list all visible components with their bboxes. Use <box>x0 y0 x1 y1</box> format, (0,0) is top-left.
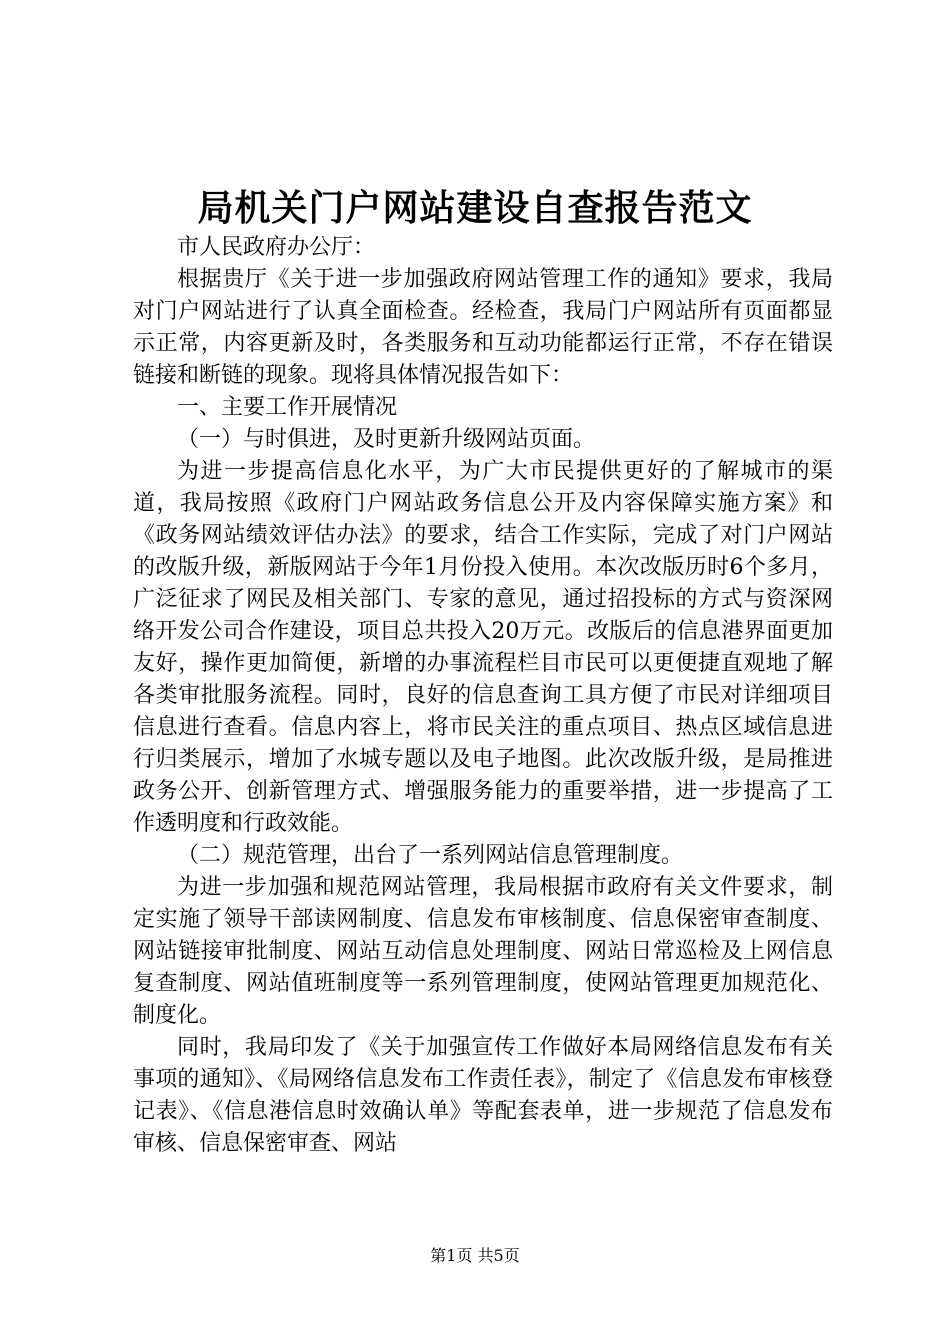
page-number-footer: 第1页 共5页 <box>430 1246 520 1265</box>
body-paragraph: 为进一步提高信息化水平，为广大市民提供更好的了解城市的渠道，我局按照《政府门户网站政务信息公开及内容保障实施方案》和《政务网站绩效评估办法》的要求，结合工作实际，完成了对门户网站的改版升级，新版网站于今年1月份投入使用。本次改版历时6个多月，广泛征求了网民及相关部门、专家的意见，通过招投标的方式与资深网络开发公司合作建设，项目总共投入20万元。改版后的信息港界面更加友好，操作更加简便，新增的办事流程栏目市民可以更便捷直观地了解各类审批服务流程。同时，良好的信息查询工具方便了市民对详细项目信息进行查看。信息内容上，将市民关注的重点项目、热点区域信息进行归类展示，增加了水城专题以及电子地图。此次改版升级，是局推进政务公开、创新管理方式、增强服务能力的重要举措，进一步提高了工作透明度和行政效能。 <box>133 459 833 836</box>
body-paragraph: 为进一步加强和规范网站管理，我局根据市政府有关文件要求，制定实施了领导干部读网制度、信息发布审核制度、信息保密审查制度、网站链接审批制度、网站互动信息处理制度、网站日常巡检及上网信息复查制度、网站值班制度等一系列管理制度，使网站管理更加规范化、制度化。 <box>133 875 833 1028</box>
salutation: 市人民政府办公厅： <box>177 235 376 260</box>
document-body <box>133 232 833 1160</box>
subsection-heading-2: （二）规范管理，出台了一系列网站信息管理制度。 <box>177 843 684 868</box>
intro-paragraph: 根据贵厅《关于进一步加强政府网站管理工作的通知》要求，我局对门户网站进行了认真全面检查。经检查，我局门户网站所有页面都显示正常，内容更新及时，各类服务和互动功能都运行正常，不存在错误链接和断链的现象。现将具体情况报告如下： <box>133 267 833 388</box>
section-heading: 一、主要工作开展情况 <box>177 395 398 420</box>
document-title: 局机关门户网站建设自查报告范文 <box>197 187 753 229</box>
body-paragraph: 同时，我局印发了《关于加强宣传工作做好本局网络信息发布有关事项的通知》、《局网络信息发布工作责任表》，制定了《信息发布审核登记表》、《信息港信息时效确认单》等配套表单，进一步规范了信息发布审核、信息保密审查、网站 <box>133 1035 833 1156</box>
subsection-heading-1: （一）与时俱进，及时更新升级网站页面。 <box>177 427 596 452</box>
